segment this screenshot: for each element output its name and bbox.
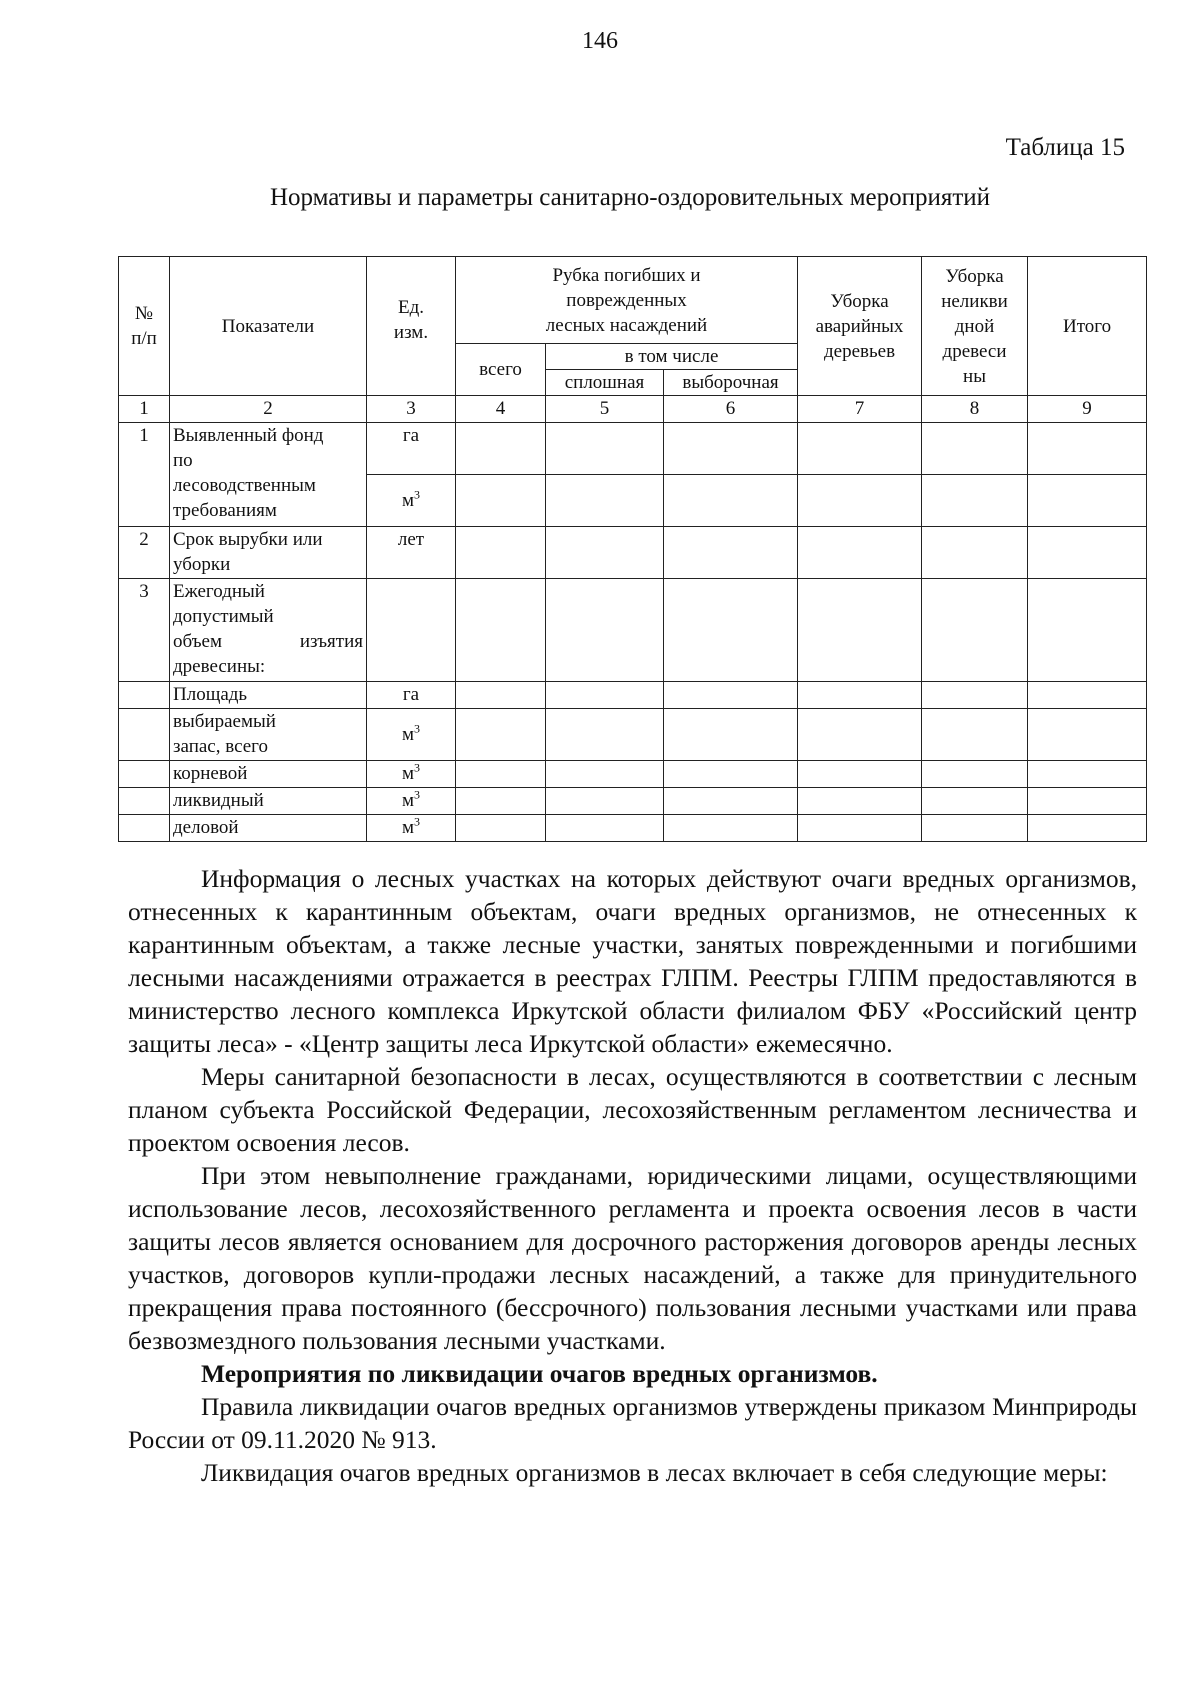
row-unit: $м^3$ (367, 475, 456, 527)
row-indicator: Площадь (170, 682, 367, 709)
empty-cell (456, 709, 546, 761)
empty-cell (456, 682, 546, 709)
empty-cell (664, 682, 798, 709)
empty-cell (546, 815, 664, 842)
empty-cell (1028, 527, 1147, 579)
page-number: 146 (582, 28, 618, 54)
empty-cell (546, 475, 664, 527)
row-indicator: Выявленный фонд по лесоводственным требованиям (170, 423, 367, 527)
row-unit: $м^3$ (367, 761, 456, 788)
empty-cell (798, 682, 922, 709)
empty-cell (456, 527, 546, 579)
col-number: 8 (922, 396, 1028, 423)
empty-cell (546, 761, 664, 788)
header-total-sub: всего (456, 344, 546, 396)
empty-cell (664, 709, 798, 761)
empty-cell (922, 709, 1028, 761)
header-selective-felling: выборочная (664, 370, 798, 396)
table-title: Нормативы и параметры санитарно-оздоровительных мероприятий (269, 184, 991, 211)
table-row (119, 815, 1147, 842)
header-illiquid-wood: Уборка неликви дной древеси ны (922, 257, 1028, 396)
empty-cell (456, 761, 546, 788)
empty-cell (922, 579, 1028, 682)
empty-cell (119, 709, 170, 761)
row-number: 1 (119, 423, 170, 527)
empty-cell (1028, 709, 1147, 761)
empty-cell (664, 423, 798, 475)
row-unit: $м^3$ (367, 788, 456, 815)
empty-cell (664, 788, 798, 815)
col-number: 9 (1028, 396, 1147, 423)
table-row (119, 682, 1147, 709)
header-emergency-trees: Уборка аварийных деревьев (798, 257, 922, 396)
body-text (128, 862, 1137, 1489)
row-number: 3 (119, 579, 170, 682)
empty-cell (546, 682, 664, 709)
table-row (119, 423, 1147, 475)
table-row (119, 709, 1147, 761)
row-indicator: корневой (170, 761, 367, 788)
empty-cell (1028, 761, 1147, 788)
norms-table (118, 256, 1147, 842)
empty-cell (798, 761, 922, 788)
empty-cell (546, 709, 664, 761)
empty-cell (119, 682, 170, 709)
empty-cell (546, 527, 664, 579)
table-row (119, 579, 1147, 682)
empty-cell (664, 527, 798, 579)
empty-cell (456, 788, 546, 815)
empty-cell (664, 475, 798, 527)
empty-cell (664, 815, 798, 842)
row-unit: га (367, 423, 456, 475)
empty-cell (798, 815, 922, 842)
row-indicator: Ежегодный допустимый объем изъятия древесины: (170, 579, 367, 682)
empty-cell (546, 579, 664, 682)
header-unit: Ед. изм. (367, 257, 456, 396)
table-label: Таблица 15 (1005, 134, 1125, 161)
empty-cell (664, 579, 798, 682)
empty-cell (1028, 475, 1147, 527)
empty-cell (1028, 579, 1147, 682)
empty-cell (119, 815, 170, 842)
header-felling: Рубка погибших и поврежденных лесных насаждений (456, 257, 798, 344)
col-number: 5 (546, 396, 664, 423)
row-number: 2 (119, 527, 170, 579)
empty-cell (798, 527, 922, 579)
row-unit: га (367, 682, 456, 709)
header-num: № п/п (119, 257, 170, 396)
col-number: 3 (367, 396, 456, 423)
empty-cell (798, 709, 922, 761)
row-indicator: Срок вырубки или уборки (170, 527, 367, 579)
empty-cell (456, 475, 546, 527)
empty-cell (922, 475, 1028, 527)
paragraph: Информация о лесных участках на которых действуют очаги вредных организмов, отнесенных к карантинным объектам, очаги вредных организмов, не отнесенных к карантинным объектам, а также лесные участки, занятых поврежденными и погибшими лесными насаждениями отражается в реестрах ГЛПМ. Реестры ГЛПМ предоставляются в министерство лесного комплекса Иркутской области филиалом ФБУ «Российский центр защиты леса» - «Центр защиты леса Иркутской области» ежемесячно. (128, 864, 1137, 1058)
col-number: 6 (664, 396, 798, 423)
table-row (119, 788, 1147, 815)
row-unit: $м^3$ (367, 815, 456, 842)
empty-cell (1028, 682, 1147, 709)
col-number: 7 (798, 396, 922, 423)
empty-cell (798, 423, 922, 475)
empty-cell (546, 423, 664, 475)
empty-cell (119, 761, 170, 788)
empty-cell (456, 815, 546, 842)
column-numbers-row (119, 396, 1147, 423)
table-row (119, 761, 1147, 788)
empty-cell (922, 423, 1028, 475)
empty-cell (1028, 815, 1147, 842)
header-including: в том числе (546, 344, 798, 370)
header-clear-felling: сплошная (546, 370, 664, 396)
col-number: 1 (119, 396, 170, 423)
row-unit: $м^3$ (367, 709, 456, 761)
paragraph: При этом невыполнение гражданами, юридическими лицами, осуществляющими использование лесов, лесохозяйственного регламента и проекта освоения лесов в части защиты лесов является основанием для досрочного расторжения договоров аренды лесных участков, договоров купли-продажи лесных насаждений, а также для принудительного прекращения права постоянного (бессрочного) пользования лесными участками или права безвозмездного пользования лесными участками. (128, 1161, 1137, 1355)
section-heading: Мероприятия по ликвидации очагов вредных организмов. (201, 1359, 878, 1388)
row-indicator: ликвидный (170, 788, 367, 815)
paragraph: Меры санитарной безопасности в лесах, осуществляются в соответствии с лесным планом субъекта Российской Федерации, лесохозяйственным регламентом лесничества и проектом освоения лесов. (128, 1062, 1137, 1157)
empty-cell (1028, 788, 1147, 815)
row-unit: лет (367, 527, 456, 579)
col-number: 4 (456, 396, 546, 423)
empty-cell (119, 788, 170, 815)
header-indicators: Показатели (170, 257, 367, 396)
empty-cell (546, 788, 664, 815)
empty-cell (367, 579, 456, 682)
empty-cell (798, 475, 922, 527)
header-grand-total: Итого (1028, 257, 1147, 396)
empty-cell (922, 815, 1028, 842)
empty-cell (456, 579, 546, 682)
col-number: 2 (170, 396, 367, 423)
empty-cell (922, 788, 1028, 815)
paragraph: Ликвидация очагов вредных организмов в лесах включает в себя следующие меры: (201, 1458, 1108, 1487)
header-row-top (119, 257, 1147, 344)
row-indicator: деловой (170, 815, 367, 842)
empty-cell (664, 761, 798, 788)
empty-cell (922, 527, 1028, 579)
paragraph: Правила ликвидации очагов вредных организмов утверждены приказом Минприроды России от 09.11.2020 № 913. (128, 1392, 1137, 1454)
empty-cell (922, 682, 1028, 709)
row-indicator: выбираемый запас, всего (170, 709, 367, 761)
empty-cell (798, 579, 922, 682)
empty-cell (1028, 423, 1147, 475)
empty-cell (922, 761, 1028, 788)
table-row (119, 527, 1147, 579)
empty-cell (798, 788, 922, 815)
empty-cell (456, 423, 546, 475)
